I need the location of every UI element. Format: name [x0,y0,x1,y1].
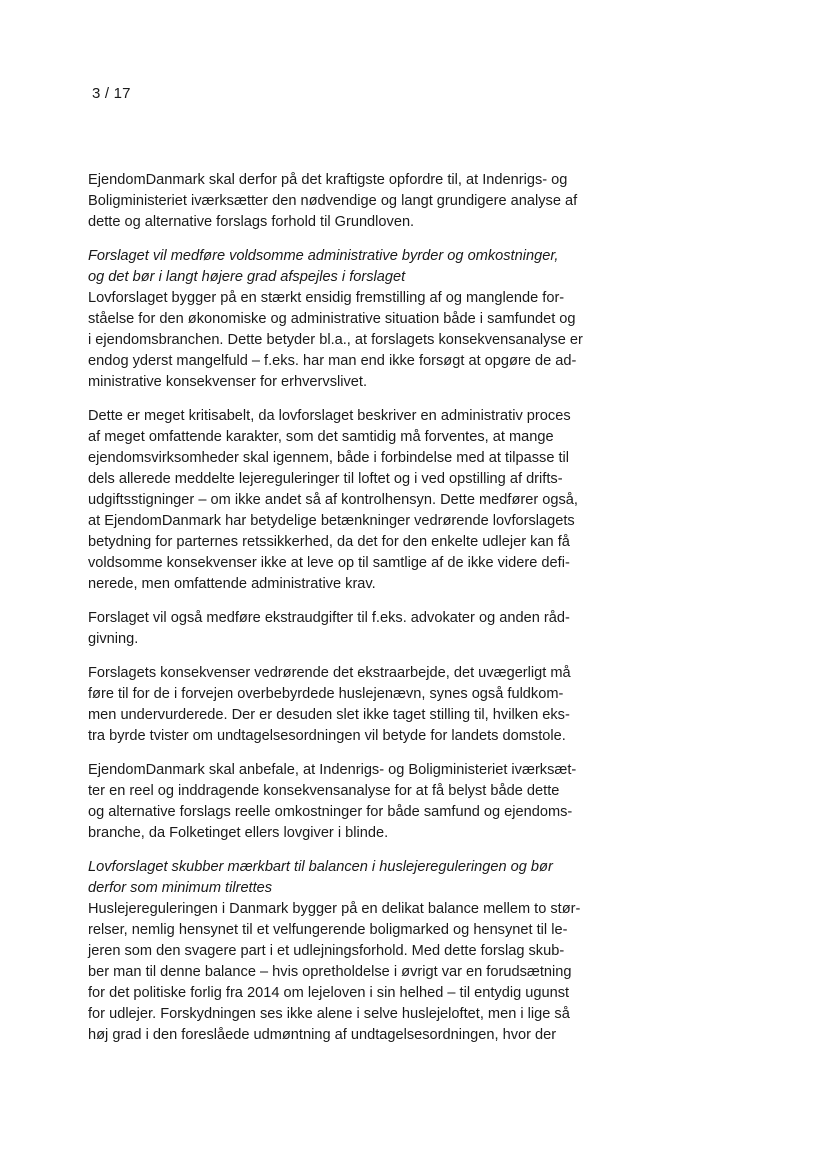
text-line: jeren som den svagere part i et udlejningsforhold. Med dette forslag skub- [88,943,565,959]
text-line: branche, da Folketinget ellers lovgiver i blinde. [88,825,389,841]
text-line: derfor som minimum tilrettes [88,880,273,896]
text-line: Boligministeriet iværksætter den nødvendige og langt grundigere analyse af [88,193,578,209]
text-line: ministrative konsekvenser for erhvervslivet. [88,374,367,390]
text-line: for det politiske forlig fra 2014 om lejeloven i sin helhed – til entydig ugunst [88,985,570,1001]
text-line: høj grad i den foreslåede udmøntning af undtagelsesordningen, hvor der [88,1027,557,1043]
body-paragraph [88,663,678,747]
body-paragraph [88,760,678,844]
body-paragraph [88,288,678,393]
text-line: i ejendomsbranchen. Dette betyder bl.a., at forslagets konsekvensanalyse er [88,332,583,348]
text-line: dette og alternative forslags forhold til Grundloven. [88,214,415,230]
text-line: EjendomDanmark skal derfor på det kraftigste opfordre til, at Indenrigs- og [88,172,568,188]
text-line: udgiftsstigninger – om ikke andet så af kontrolhensyn. Dette medfører også, [88,492,578,508]
text-line: ber man til denne balance – hvis opretholdelse i øvrigt var en forudsætning [88,964,572,980]
text-line: endog yderst mangelfuld – f.eks. har man end ikke forsøgt at opgøre de ad- [88,353,577,369]
text-line: at EjendomDanmark har betydelige betænkninger vedrørende lovforslagets [88,513,575,529]
text-line: Forslaget vil medføre voldsomme administrative byrder og omkostninger, [88,248,559,264]
text-line: Forslaget vil også medføre ekstraudgifter til f.eks. advokater og anden råd- [88,610,570,626]
text-line: voldsomme konsekvenser ikke at leve op til samtlige af de ikke videre defi- [88,555,570,571]
body-paragraph [88,899,678,1046]
text-line: men undervurderede. Der er desuden slet ikke taget stilling til, hvilken eks- [88,707,570,723]
text-line: tra byrde tvister om undtagelsesordningen vil betyde for landets domstole. [88,728,566,744]
text-line: givning. [88,631,139,647]
body-paragraph [88,608,678,650]
text-line: betydning for parternes retssikkerhed, da det for den enkelte udlejer kan få [88,534,570,550]
text-line: Lovforslaget skubber mærkbart til balancen i huslejereguleringen og bør [88,859,553,875]
text-line: Dette er meget kritisabelt, da lovforslaget beskriver en administrativ proces [88,408,571,424]
page-number: 3 / 17 [92,85,131,102]
text-line: ter en reel og inddragende konsekvensanalyse for at få belyst både dette [88,783,560,799]
section-heading [88,246,678,288]
text-line: Forslagets konsekvenser vedrørende det ekstraarbejde, det uvægerligt må [88,665,571,681]
text-line: relser, nemlig hensynet til et velfungerende boligmarked og hensynet til le- [88,922,568,938]
text-line: for udlejer. Forskydningen ses ikke alene i selve huslejeloftet, men i lige så [88,1006,570,1022]
text-line: føre til for de i forvejen overbebyrdede huslejenævn, synes også fuldkom- [88,686,564,702]
section-heading [88,857,678,899]
text-line: og alternative forslags reelle omkostninger for både samfund og ejendoms- [88,804,573,820]
text-line: EjendomDanmark skal anbefale, at Indenrigs- og Boligministeriet iværksæt- [88,762,577,778]
body-paragraph [88,406,678,595]
text-line: og det bør i langt højere grad afspejles i forslaget [88,269,406,285]
text-line: dels allerede meddelte lejereguleringer til loftet og i ved opstilling af drifts- [88,471,563,487]
text-line: af meget omfattende karakter, som det samtidig må forventes, at mange [88,429,554,445]
text-line: ejendomsvirksomheder skal igennem, både i forbindelse med at tilpasse til [88,450,570,466]
text-line: Lovforslaget bygger på en stærkt ensidig fremstilling af og manglende for- [88,290,565,306]
text-line: ståelse for den økonomiske og administrative situation både i samfundet og [88,311,576,327]
document-body [88,170,678,1059]
text-line: Huslejereguleringen i Danmark bygger på en delikat balance mellem to stør- [88,901,581,917]
body-paragraph [88,170,678,233]
text-line: nerede, men omfattende administrative krav. [88,576,376,592]
